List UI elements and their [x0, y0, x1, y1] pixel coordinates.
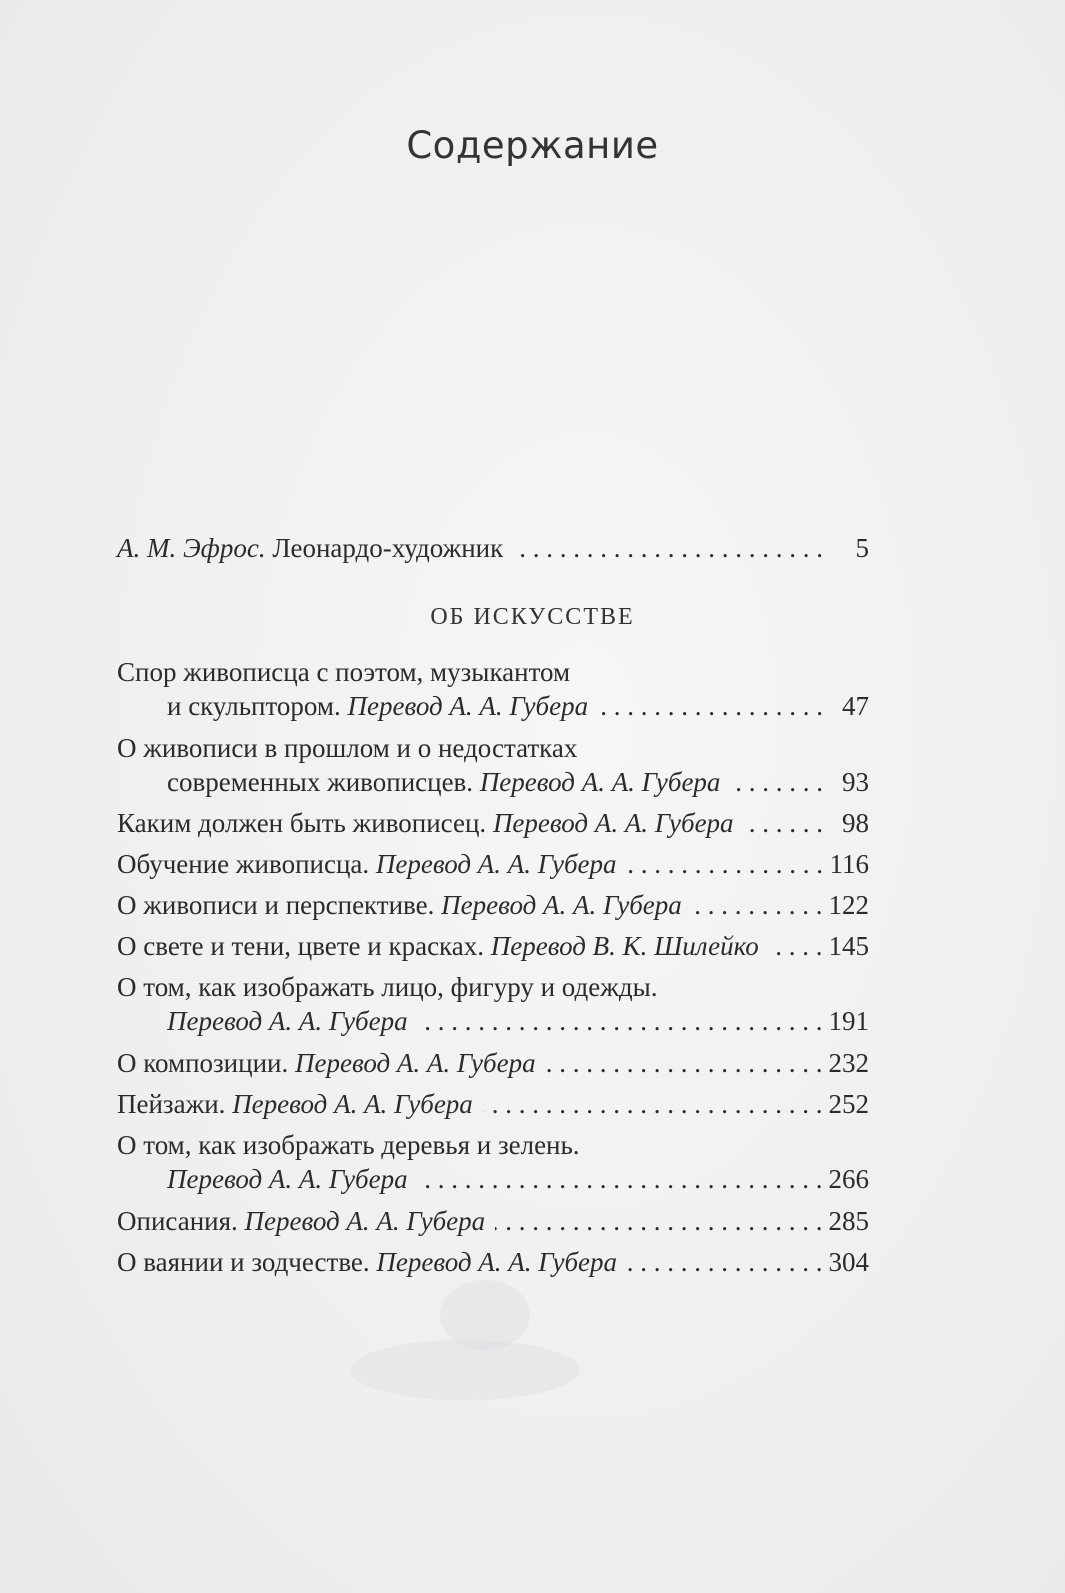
entry-title-cont: и скульптором.	[167, 691, 341, 721]
page-title: Содержание	[406, 124, 659, 167]
toc-entry[interactable]	[117, 1128, 869, 1196]
toc-entry[interactable]	[117, 1204, 869, 1238]
entry-page-number: 191	[828, 1006, 869, 1036]
entry-translator: Перевод А. А. Губера	[347, 691, 589, 721]
entry-page-number: 252	[828, 1089, 869, 1119]
dot-leader	[483, 1087, 823, 1121]
entry-title: О том, как изображать деревья и зелень.	[117, 1130, 580, 1160]
toc-entry[interactable]	[117, 970, 869, 1038]
entry-page-number: 122	[828, 890, 869, 920]
section-heading: ОБ ИСКУССТВЕ	[430, 604, 635, 630]
entry-title: О композиции.	[117, 1048, 289, 1078]
entry-translator: Перевод А. А. Губера	[244, 1206, 486, 1236]
bleed-through-mark	[350, 1340, 580, 1400]
dot-leader	[495, 1204, 822, 1238]
entry-title: Каким должен быть живописец.	[117, 808, 487, 838]
entry-page-number: 145	[828, 931, 869, 961]
entry-translator: Перевод А. А. Губера	[167, 1164, 408, 1194]
entry-page-number: 116	[829, 849, 869, 879]
dot-leader	[598, 689, 823, 723]
dot-leader	[627, 847, 823, 881]
entry-title: О ваянии и зодчестве.	[117, 1247, 370, 1277]
entry-title: Леонардо-художник	[272, 533, 504, 563]
dot-leader	[418, 1004, 823, 1038]
entry-translator: Перевод А. А. Губера	[492, 808, 734, 838]
entry-page-number: 93	[842, 767, 869, 797]
entry-translator: Перевод А. А. Губера	[294, 1048, 536, 1078]
dot-leader	[730, 765, 823, 799]
entry-page-number: 285	[828, 1206, 869, 1236]
entry-title: Обучение живописца.	[117, 849, 370, 879]
entry-title: Описания.	[117, 1206, 238, 1236]
entry-title: О живописи и перспективе.	[117, 890, 435, 920]
toc-entry[interactable]	[117, 929, 869, 963]
entry-title: Пейзажи.	[117, 1089, 226, 1119]
toc-entry[interactable]	[117, 655, 869, 723]
dot-leader	[418, 1162, 823, 1196]
entry-title: Спор живописца с поэтом, музыкантом	[117, 657, 571, 687]
entry-translator: Перевод В. К. Шилейко	[490, 931, 759, 961]
dot-leader	[769, 929, 823, 963]
entry-title: О живописи в прошлом и о недостатках	[117, 733, 578, 763]
toc-entry[interactable]	[117, 847, 869, 881]
entry-page-number: 98	[842, 808, 869, 838]
entry-title: О свете и тени, цвете и красках.	[117, 931, 485, 961]
entry-translator: Перевод А. А. Губера	[167, 1006, 408, 1036]
dot-leader	[627, 1245, 822, 1279]
entry-title-cont: современных живописцев.	[167, 767, 474, 797]
toc-entry[interactable]	[117, 1245, 869, 1279]
entry-translator: Перевод А. А. Губера	[441, 890, 682, 920]
entry-page-number: 5	[855, 533, 869, 563]
entry-page-number: 47	[842, 691, 869, 721]
entry-title: О том, как изображать лицо, фигуру и одежды.	[117, 972, 658, 1002]
entry-translator: Перевод А. А. Губера	[375, 849, 617, 879]
entry-page-number: 304	[828, 1247, 869, 1277]
toc-entry[interactable]	[117, 1087, 869, 1121]
dot-leader	[546, 1046, 823, 1080]
toc-entry[interactable]	[117, 731, 869, 799]
entry-translator: Перевод А. А. Губера	[232, 1089, 473, 1119]
dot-leader	[692, 888, 823, 922]
entry-page-number: 266	[828, 1164, 869, 1194]
entry-translator: Перевод А. А. Губера	[376, 1247, 618, 1277]
entry-translator: Перевод А. А. Губера	[479, 767, 721, 797]
entry-page-number: 232	[828, 1048, 869, 1078]
entry-author: А. М. Эфрос.	[117, 533, 266, 563]
toc-entry[interactable]	[117, 888, 869, 922]
dot-leader	[513, 531, 823, 565]
toc-entry[interactable]	[117, 806, 869, 840]
toc-entry-intro[interactable]	[117, 531, 869, 565]
dot-leader	[744, 806, 823, 840]
toc-entry[interactable]	[117, 1046, 869, 1080]
